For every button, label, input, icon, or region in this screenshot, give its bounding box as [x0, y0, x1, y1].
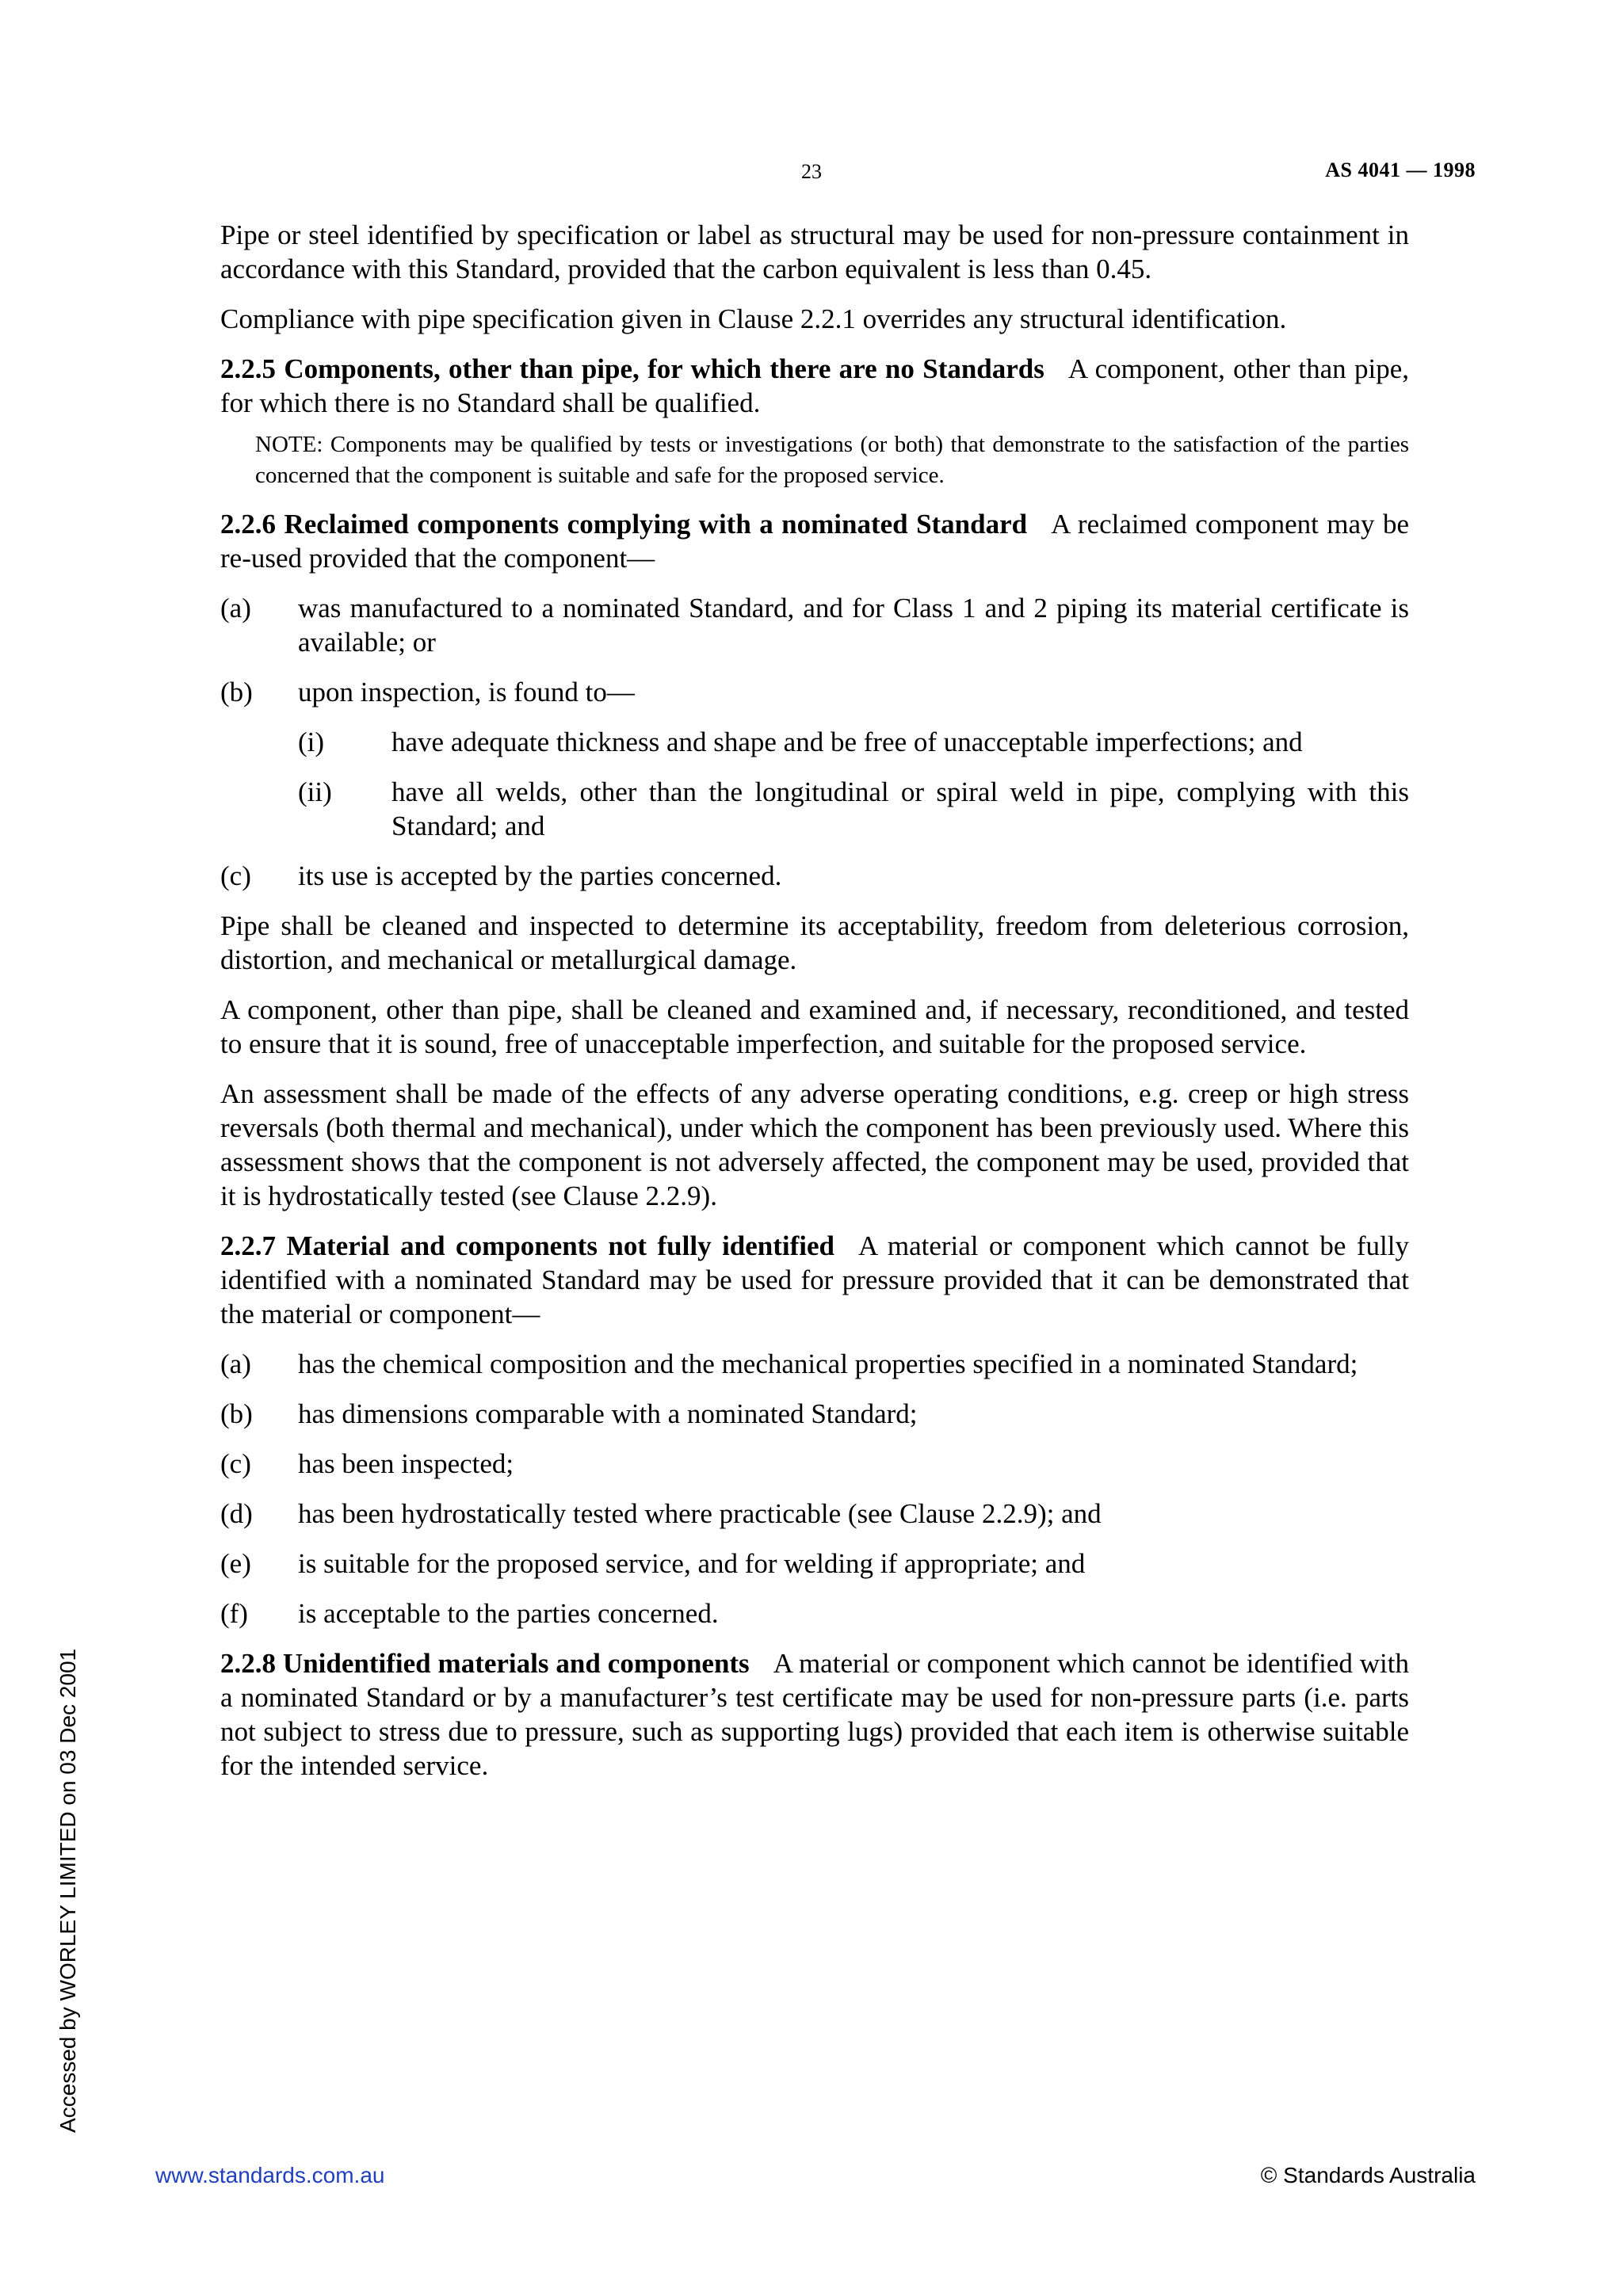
list-text: was manufactured to a nominated Standard, and for Class 1 and 2 piping its material certificate is available; or — [298, 593, 1409, 658]
list-item — [220, 591, 1409, 659]
access-watermark: Accessed by WORLEY LIMITED on 03 Dec 2001 — [55, 1648, 80, 2133]
list-label: (b) — [220, 1398, 253, 1429]
list-text: upon inspection, is found to— — [298, 677, 635, 707]
list-label: (a) — [220, 593, 251, 624]
list-item — [220, 1447, 1409, 1481]
clause-2-2-5 — [220, 352, 1409, 420]
paragraph: A component, other than pipe, shall be cleaned and examined and, if necessary, reconditioned, and tested to ensure that it is sound, free of unacceptable imperfection, and suitable for the proposed service. — [220, 994, 1409, 1059]
clause-heading: 2.2.5 Components, other than pipe, for which there are no Standards — [220, 353, 1044, 384]
website-link[interactable]: www.standards.com.au — [155, 2163, 385, 2187]
list-text: is suitable for the proposed service, and for welding if appropriate; and — [298, 1548, 1086, 1579]
document-body — [220, 218, 1409, 1798]
list-label: (c) — [220, 1448, 251, 1479]
sub-list-text: have adequate thickness and shape and be free of unacceptable imperfections; and — [391, 727, 1303, 757]
clause-text: A material or component which cannot be fully identified with a nominated Standard may be used for pressure provided that it can be demonstrated that the material or component— — [220, 1230, 1409, 1329]
list-text: is acceptable to the parties concerned. — [298, 1598, 719, 1629]
list-item — [220, 675, 1409, 709]
paragraph: Pipe shall be cleaned and inspected to determine its acceptability, freedom from deleterious corrosion, distortion, and mechanical or metallurgical damage. — [220, 910, 1409, 975]
clause-text: A component, other than pipe, for which there is no Standard shall be qualified. — [220, 353, 1409, 418]
list-item — [220, 1596, 1409, 1630]
sub-list-text: have all welds, other than the longitudinal or spiral weld in pipe, complying with this Standard; and — [391, 776, 1409, 841]
list-label: (a) — [220, 1348, 251, 1379]
list-item — [220, 1547, 1409, 1581]
list-label: (d) — [220, 1498, 253, 1529]
standard-id: AS 4041 — 1998 — [1325, 158, 1476, 181]
clause-text: A reclaimed component may be re-used provided that the component— — [220, 509, 1409, 574]
list-item — [220, 859, 1409, 893]
clause-2-2-8 — [220, 1646, 1409, 1783]
list-text: has been hydrostatically tested where practicable (see Clause 2.2.9); and — [298, 1498, 1102, 1529]
page-number: 23 — [801, 160, 822, 183]
list-text: has the chemical composition and the mechanical properties specified in a nominated Standard; — [298, 1348, 1358, 1379]
list-label: (e) — [220, 1548, 251, 1579]
clause-text: A material or component which cannot be identified with a nominated Standard or by a manufacturer’s test certificate may be used for non-pressure parts (i.e. parts not subject to stress due to pressure, such as supporting lugs) provided that each item is otherwise suitable for the intended service. — [220, 1648, 1409, 1781]
list-text: its use is accepted by the parties concerned. — [298, 860, 782, 891]
list-text: has dimensions comparable with a nominated Standard; — [298, 1398, 918, 1429]
clause-2-2-6 — [220, 507, 1409, 575]
sub-list-item — [220, 775, 1409, 843]
sub-list-label: (ii) — [298, 776, 332, 807]
list-label: (b) — [220, 677, 253, 707]
paragraph: Compliance with pipe specification given in Clause 2.2.1 overrides any structural identification. — [220, 303, 1287, 334]
note: NOTE: Components may be qualified by tests or investigations (or both) that demonstrate to the satisfaction of the parties concerned that the component is suitable and safe for the proposed service. — [255, 432, 1409, 488]
paragraph: Pipe or steel identified by specification or label as structural may be used for non-pressure containment in accordance with this Standard, provided that the carbon equivalent is less than 0.45. — [220, 219, 1409, 284]
list-label: (f) — [220, 1598, 248, 1629]
copyright: © Standards Australia — [1260, 2163, 1476, 2187]
list-text: has been inspected; — [298, 1448, 514, 1479]
paragraph: An assessment shall be made of the effects of any adverse operating conditions, e.g. creep or high stress reversals (both thermal and mechanical), under which the component has been previously used. Where this assessment shows that the component is not adversely affected, the component may be used, provided that it is hydrostatically tested (see Clause 2.2.9). — [220, 1078, 1409, 1211]
clause-heading: 2.2.7 Material and components not fully identified — [220, 1230, 835, 1261]
sub-list-item — [220, 725, 1409, 759]
clause-heading: 2.2.6 Reclaimed components complying with a nominated Standard — [220, 509, 1028, 540]
list-item — [220, 1397, 1409, 1431]
list-label: (c) — [220, 860, 251, 891]
clause-2-2-7 — [220, 1229, 1409, 1331]
clause-heading: 2.2.8 Unidentified materials and components — [220, 1648, 750, 1679]
list-item — [220, 1497, 1409, 1531]
sub-list-label: (i) — [298, 727, 325, 757]
list-item — [220, 1347, 1409, 1381]
